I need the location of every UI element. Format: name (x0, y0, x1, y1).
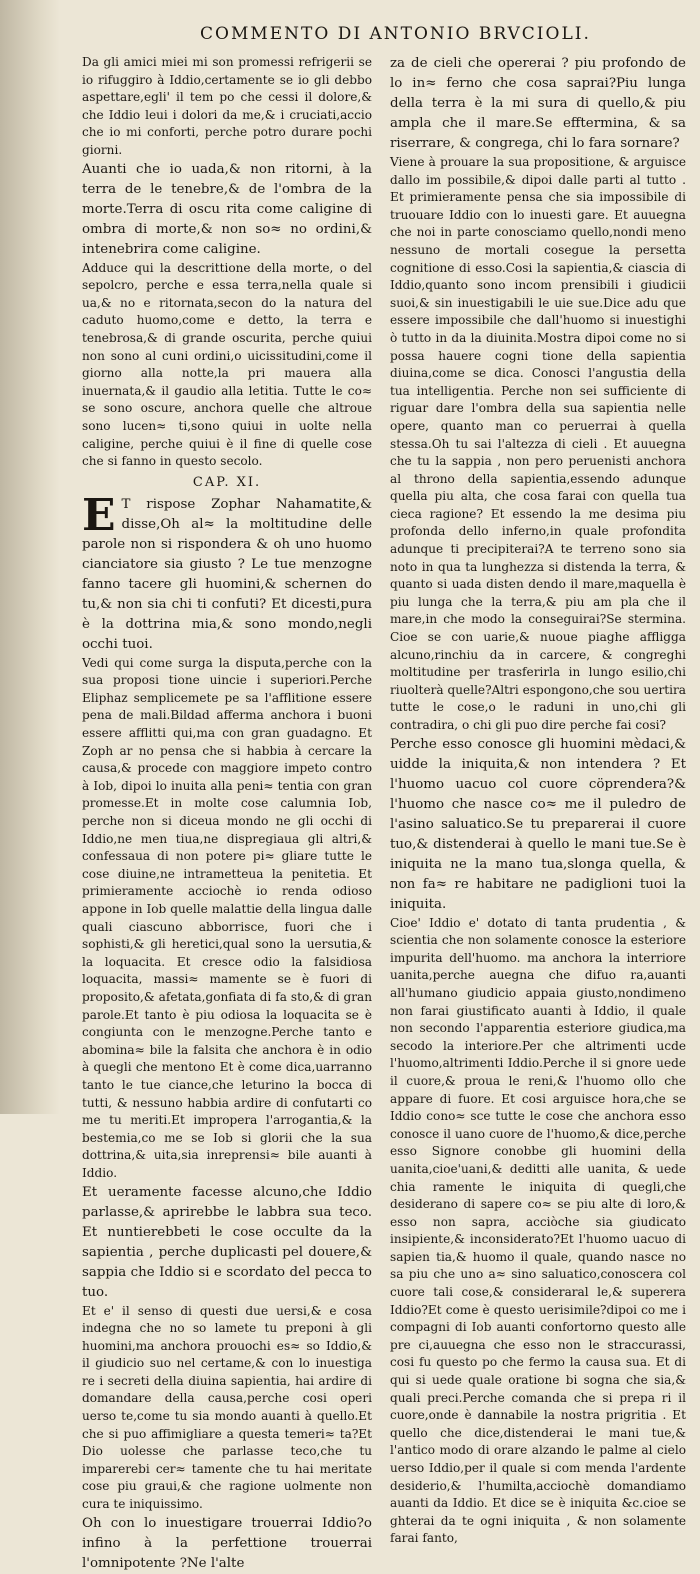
commentary-paragraph: Vedi qui come surga la disputa,perche con la sua proposi tione uincie i superiori.Perche Eliphaz semplicemete pe sa l'afflitione essere pena de mali.Bildad afferma anchora i buoni essere afflitti qui,ma con gran guadagno. Et Zoph ar no pensa che si habbia à cercare la causa,& procede con maggiore impeto contro à Iob, dipoi lo inuita alla peni≈ tentia con gran promesse.Et in molte cose calumnia Iob, perche non si diceua mondo ne gli occhi di Iddio,ne men tiua,ne dispregiaua gli altri,& confessaua di non potere pi≈ gliare tutte le cose diuine,ne intrametteua la penitetia. Et primieramente acciochè io renda odioso appone in Iob quelle malattie della lingua dalle quali ciascuno abborrisce, fuori che i sophisti,& gli heretici,qual sono la uersutia,& la loquacita. Et cresce odio la falsidiosa loquacita, massi≈ mamente se è fuori di proposito,& afetata,gonfiata di fa sto,& di gran parole.Et tanto è piu odiosa la loquacita se è congiunta con le menzogne.Perche tanto e abomina≈ bile la falsita che anchora è in odio à quegli che mentono Et è come dica,uarranno tanto le tue ciance,che leturino la bocca di tutti, & nessuno habbia ardire di confutarti co me tu meriti.Et impropera l'arrogantia,& la bestemia,co me se Iob si glorii che la sua dottrina,& uita,sia inreprensi≈ bile auanti à Iddio. (82, 655, 372, 1180)
commentary-paragraph: Et e' il senso di questi due uersi,& e cosa indegna che no so lamete tu preponi à gli huomini,ma anchora prouochi es≈ so Iddio,& il giudicio suo nel certame,& con lo inuestiga re i secreti della diuina sapientia, hai ardire di domandare della causa,perche cosi operi uerso te,come tu sia mondo auanti à quello.Et che si puo affimigliare a questa temeri≈ ta?Et Dio uolesse che parlasse teco,che tu imparerebi cer≈ tamente che tu hai meritate cose piu graui,& che ragione uolmente non cura te iniquissimo. (82, 1303, 372, 1512)
left-column (82, 54, 372, 1574)
drop-cap: E (82, 489, 116, 541)
verse-text: Et ueramente facesse alcuno,che Iddio parlasse,& aprirebbe le labbra sua teco. Et nuntierebbeti le cose occulte da la sapientia , perche duplicasti pel douere,& sappia che Iddio si e scordato del pecca to tuo. (82, 1184, 372, 1300)
verse-text: Oh con lo inuestigare trouerrai Iddio?o infino à la perfettione trouerrai l'omnipotente ?Ne l'alte (82, 1515, 372, 1571)
chapter-heading: CAP. XI. (192, 474, 262, 490)
verse-text: Perche esso conosce gli huomini mèdaci,& uidde la iniquita,& non intendera ? Et l'huomo uacuo col cuore cöprendera?& l'huomo che nasce co≈ me il puledro de l'asino saluatico.Se tu preparerai il cuore tuo,& distenderai à quello le mani tue.Se è iniquita ne la mano tua,slonga quella, & non fa≈ re habitare ne padiglioni tuoi la iniquita. (390, 736, 686, 912)
page-gutter-shadow (0, 0, 60, 1114)
verse-body: T rispose Zophar Nahamatite,& disse,Oh al≈ la moltitudine delle parole non si rispondera & oh uno huomo cianciatore sia giusto ? Le tue menzogne fanno tacere gli huomini,& schernen do tu,& non sia chi ti confuti? Et dicesti,pura è la dottrina mia,& sono mondo,negli occhi tuoi. (82, 496, 372, 652)
verse-text (82, 489, 372, 655)
verse-text: Auanti che io uada,& non ritorni, à la terra de le tenebre,& de l'ombra de la morte.Terra di oscu rita come caligine di ombra di morte,& non so≈ no ordini,& intenebrira come caligine. (82, 161, 372, 257)
running-header: COMMENTO DI ANTONIO BRVCIOLI. (200, 24, 591, 44)
paragraph: Da gli amici miei mi son promessi refrigerii se io rifuggiro à Iddio,certamente se io gli debbo aspettare,egli' il tem po che cessi il dolore,& che Iddio leui i dolori da me,& i cruciati,accio che io mi conforti, perche potro durare pochi giorni. (82, 55, 372, 157)
verse-text: za de cieli che opererai ? piu profondo de lo in≈ ferno che cosa saprai?Piu lunga della terra è la mi sura di quello,& piu ampla che il mare.Se efftermina, & sa riserrare, & congrega, chi lo fara sornare? (390, 56, 686, 151)
commentary-paragraph: Viene à prouare la sua propositione, & arguisce dallo im possibile,& dipoi dalle parti al tutto . Et primieramente pensa che sia impossibile di truouare Iddio con lo inuesti gare. Et auuegna che noi in parte conosciamo quello,nondi meno nessuno de mortali cosegue la persetta cognitione di esso.Cosi la sapientia,& ciascia di Iddio,quanto sono incom prensibili i giudicii suoi,& sin inuestigabili le uie sue.Dice adu que essere impossibile che dall'huomo si inuestighi ò tutto in da la diuinita.Mostra dipoi come no si possa hauere cogni tione della sapientia diuina,come se dica. Conosci l'angustia della tua intelligentia. Perche non sei sufficiente di riguar dare l'ombra della sua sapientia nelle opere, quanto man co peruerrai à quella stessa.Oh tu sai l'altezza di cieli . Et auuegna che tu la sappia , non pero peruenisti anchora al throno della sapientia,essendo adunque quella piu alta, che cosa farai con quella tua cieca ragione? Et essendo la me desima piu profonda dello inferno,in quale profondita adunque ti precipiterai?A te terreno sono sia noto in qua ta lunghezza si distenda la terra, & quanto si uada disten dendo il mare,maquella è piu lunga che la terra,& piu am pla che il mare,in che modo la conseguirai?Se stermina. Cioe se con uarie,& nuoue piaghe affligga alcuno,rinchiu da in carcere, & congreghi moltitudine per trasferirla in lungo esilio,chi riuolterà quelle?Altri espongono,che sou uertira tutte le cose,o le raduni in uno,chi gli contradira, o chi gli puo dire perche fai cosi? (390, 155, 686, 732)
commentary-paragraph: Adduce qui la descrittione della morte, o del sepolcro, perche e essa terra,nella quale si ua,& no e ritornata,secon do la natura del caduto huomo,come e detto, la terra e tenebrosa,& di grande oscurita, perche quiui non sono al cuni ordini,o uicissitudini,come il giorno alla notte,la pri mauera alla inuernata,& il gaudio alla letitia. Tutte le co≈ se sono oscure, anchora quelle che altroue sono lucen≈ ti,sono quiui in uolte nella caligine, perche quiui è il fine di quelle cose che si fanno in questo secolo. (82, 260, 372, 469)
commentary-paragraph: Cioe' Iddio e' dotato di tanta prudentia , & scientia che non solamente conosce la esteriore impurita dell'huomo. ma anchora la interriore uanita,perche auegna che difuo ra,auanti all'humano giudicio appaia giusto,nondimeno non farai giustificato auanti à Iddio, il quale non secondo l'apparentia esteriore giudica,ma secodo la interiore.Per che altrimenti ucde l'huomo,altrimenti Iddio.Perche il si gnore uede il cuore,& proua le reni,& l'huomo ollo che appare di fuore. Et cosi arguisce hora,che se Iddio cono≈ sce tutte le cose che anchora esso conosce il uano cuore de l'huomo,& dice,perche esso Signore conobbe gli huomini della uanita,cioe'uani,& deditti alle uanita, & uede chia ramente le iniquita di quegli,che desiderano di sapere co≈ se piu alte di loro,& esso non sapra, acciòche sia giudicato insipiente,& inconsiderato?Et l'huomo uacuo di sapien tia,& huomo il quale, quando nasce no sa piu che uno a≈ sino saluatico,conoscera col cuore tali cose,& consideraral le,& superera Iddio?Et come è questo uerisimile?dipoi co me i compagni di Iob auanti confortorno questo alle pre ci,auuegna che esso non le straccurassi, cosi fu questo po che fermo la causa sua. Et di qui si uede quale oratione bi sogna che sia,& quali preci.Perche comanda che si prepa ri il cuore,onde è dannabile la nostra prigritia . Et quello che dice,distenderai le mani tue,& l'antico modo di orare alzando le palme al cielo uerso Iddio,per il quale si com menda l'ardente desiderio,& l'humilta,acciochè domandiamo auanti da Iddio. Et dice se è iniquita &c.cioe se ghterai da te ogni iniquita , & non solamente farai fanto, (390, 915, 686, 1546)
right-column (390, 54, 686, 1548)
